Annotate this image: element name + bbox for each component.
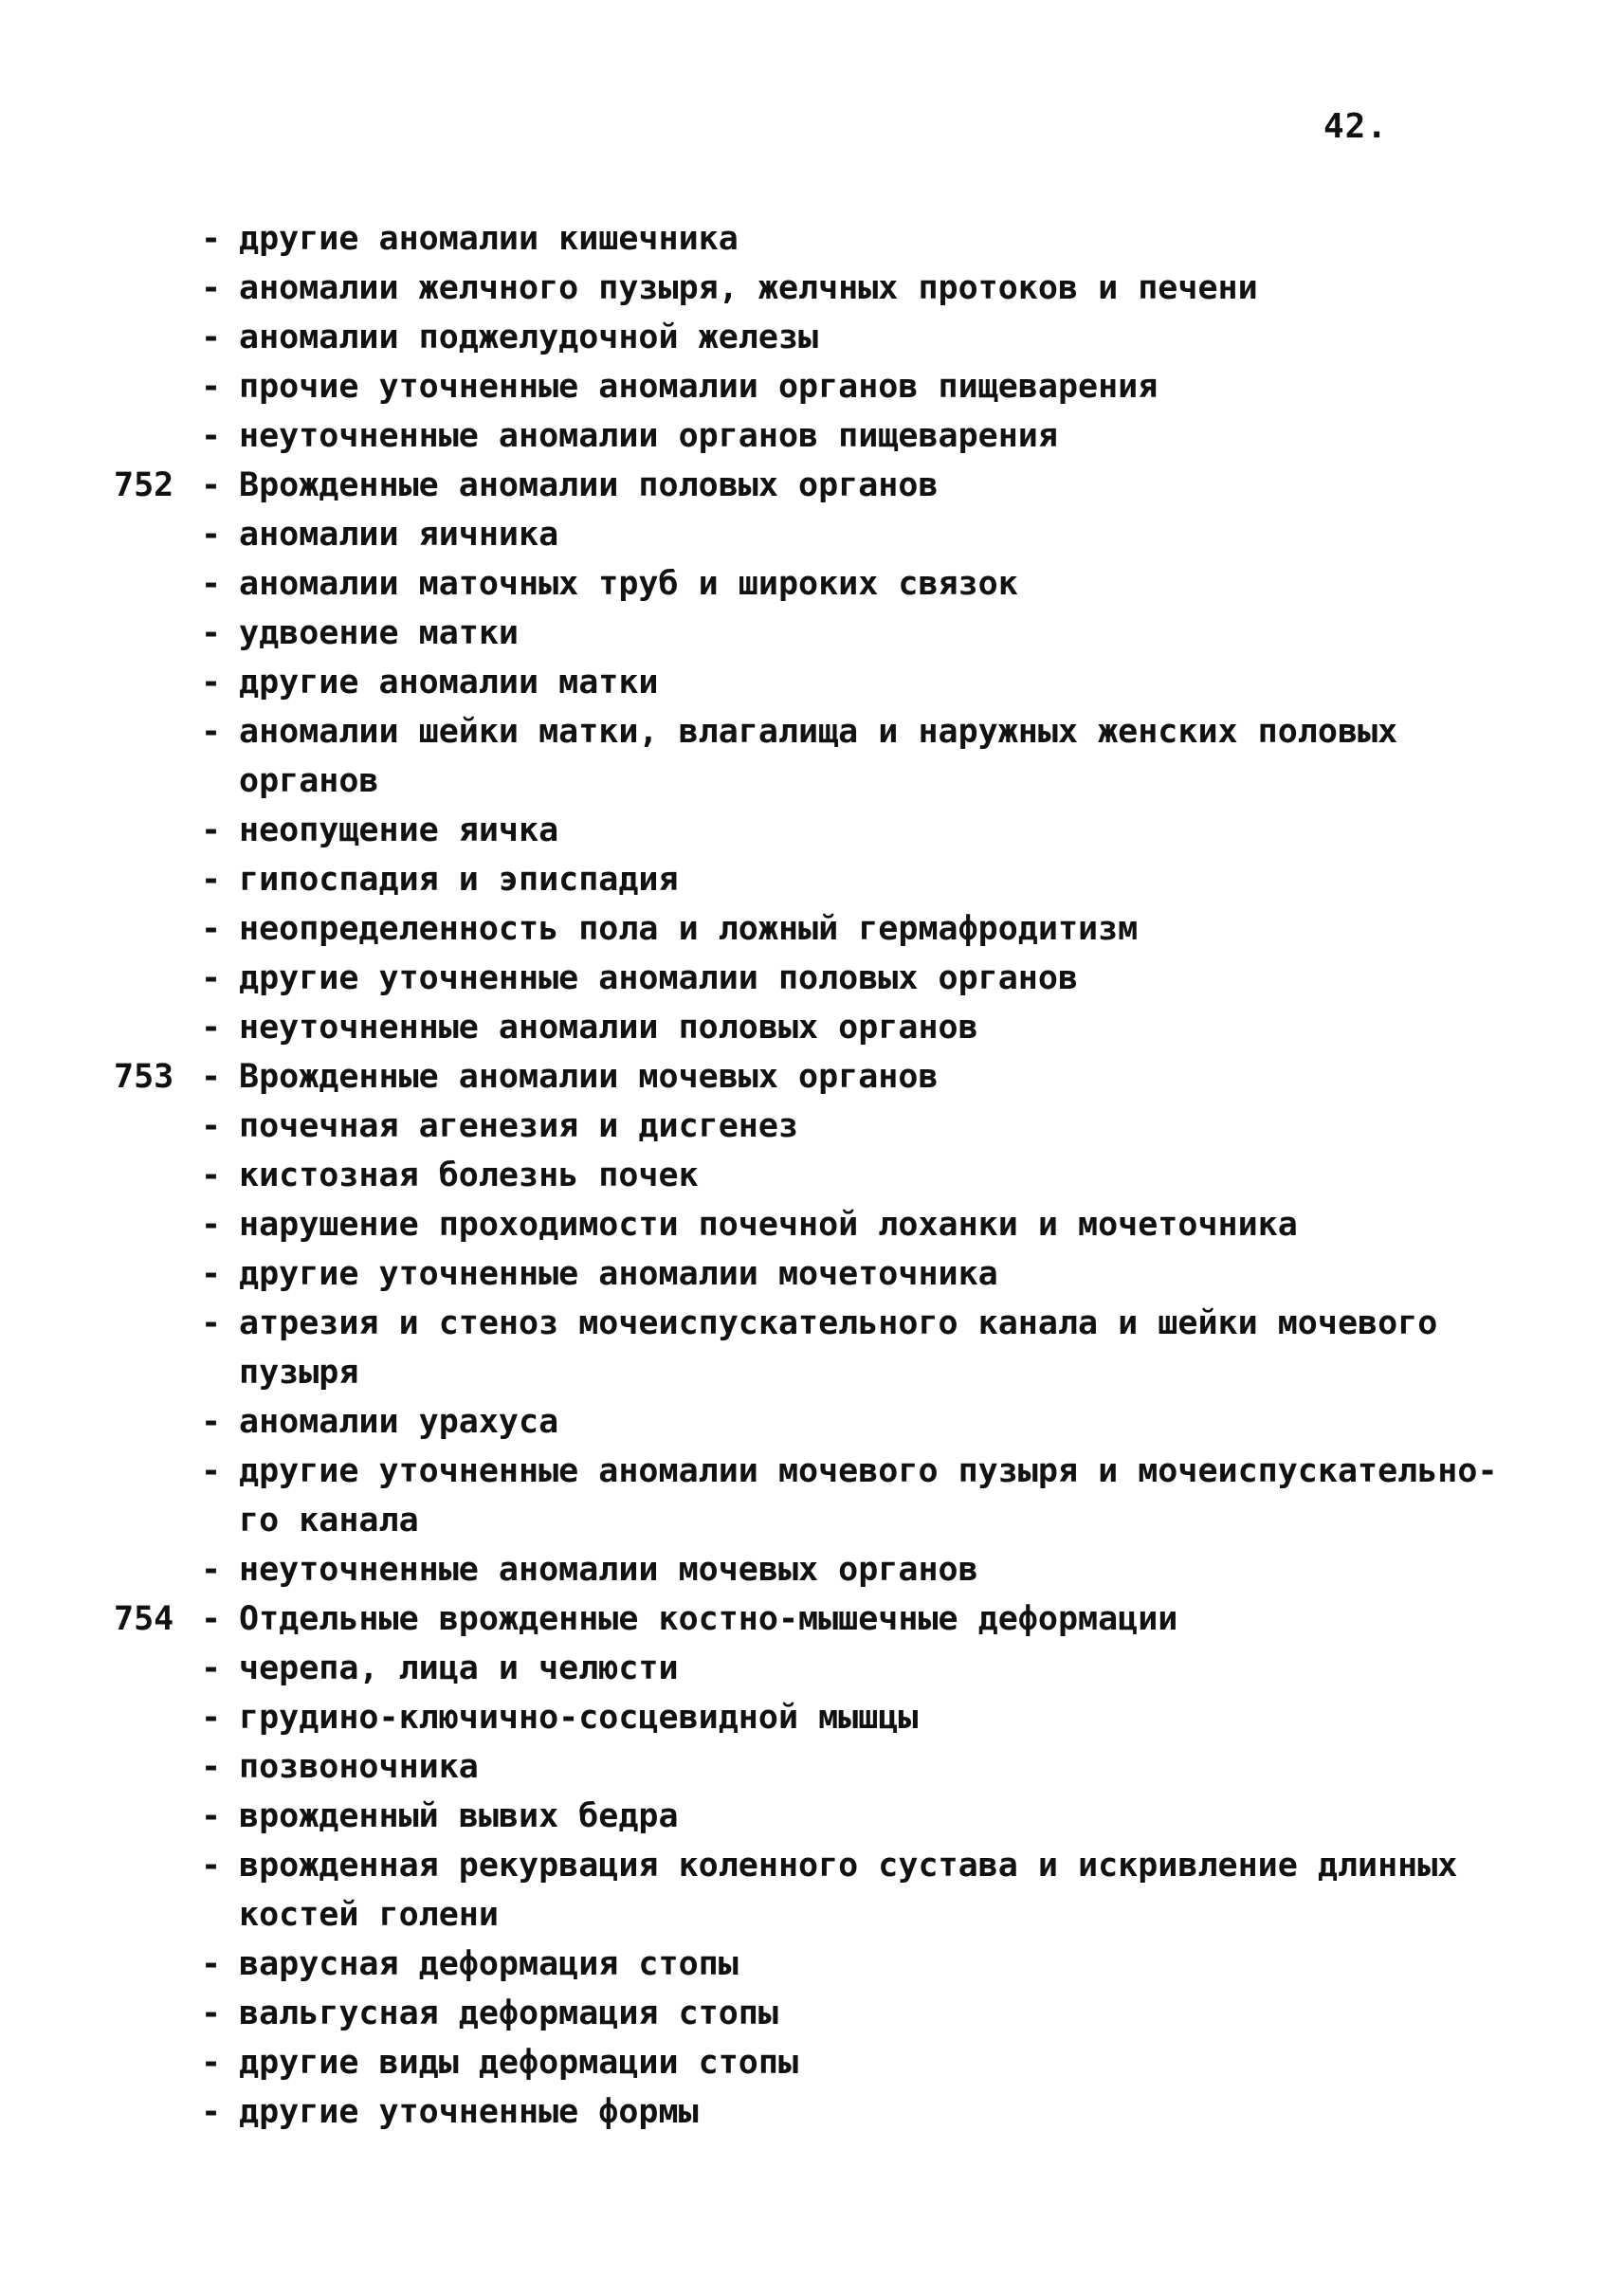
- list-item: [0, 658, 1624, 707]
- list-item-text: нарушение проходимости почечной лоханки и мочеточника: [239, 1206, 1298, 1244]
- list-item-text: грудино-ключично-сосцевидной мышцы: [239, 1699, 919, 1737]
- list-dash: -: [201, 220, 222, 258]
- list-item: [0, 1940, 1624, 1989]
- list-item: [0, 1249, 1624, 1299]
- list-dash: -: [201, 811, 222, 849]
- list-item-text: атрезия и стеноз мочеиспускательного канала и шейки мочевого: [239, 1304, 1438, 1342]
- list-item: [0, 954, 1624, 1003]
- list-item-text: Врожденные аномалии мочевых органов: [239, 1058, 939, 1096]
- list-item: [0, 1841, 1624, 1890]
- list-item: [0, 313, 1624, 362]
- list-item-text: другие аномалии матки: [239, 664, 659, 701]
- list-item-text: позвоночника: [239, 1748, 479, 1786]
- list-dash: -: [201, 2044, 222, 2082]
- list-item: [0, 2038, 1624, 2087]
- page-number: 42.: [1323, 107, 1389, 146]
- list-dash: -: [201, 1847, 222, 1885]
- list-item-text: почечная агенезия и дисгенез: [239, 1107, 799, 1145]
- list-dash: -: [201, 1206, 222, 1244]
- list-item-text: Отдельные врожденные костно-мышечные деформации: [239, 1600, 1178, 1638]
- list-item-text: костей голени: [239, 1896, 499, 1934]
- list-dash: -: [201, 417, 222, 455]
- list-dash: -: [201, 1157, 222, 1194]
- section-code: 752: [114, 466, 174, 504]
- list-item: [0, 1742, 1624, 1792]
- list-item: [0, 1447, 1624, 1496]
- list-item-text: аномалии шейки матки, влагалища и наружных женских половых: [239, 713, 1398, 751]
- section-heading-row: [0, 1052, 1624, 1102]
- list-item: [0, 411, 1624, 461]
- list-dash: -: [201, 1058, 222, 1096]
- list-item-text: аномалии желчного пузыря, желчных протоков и печени: [239, 269, 1258, 307]
- list-item: [0, 1151, 1624, 1200]
- section-heading-row: [0, 1594, 1624, 1644]
- list-item: [0, 1397, 1624, 1447]
- list-item-continuation: [0, 1496, 1624, 1545]
- list-item-text: врожденная рекурвация коленного сустава и искривление длинных: [239, 1847, 1458, 1885]
- list-dash: -: [201, 1403, 222, 1441]
- list-dash: -: [201, 2093, 222, 2131]
- list-dash: -: [201, 368, 222, 406]
- list-item: [0, 510, 1624, 559]
- list-item: [0, 1200, 1624, 1249]
- list-dash: -: [201, 1649, 222, 1687]
- list-item: [0, 707, 1624, 756]
- list-dash: -: [201, 1009, 222, 1047]
- list-item: [0, 264, 1624, 313]
- list-dash: -: [201, 565, 222, 603]
- list-dash: -: [201, 269, 222, 307]
- list-item-text: другие уточненные аномалии мочеточника: [239, 1255, 998, 1293]
- list-item-text: неопределенность пола и ложный гермафродитизм: [239, 910, 1139, 948]
- list-dash: -: [201, 1945, 222, 1983]
- classification-list: [0, 214, 1624, 2137]
- list-item-text: другие уточненные формы: [239, 2093, 699, 2131]
- list-item: [0, 1644, 1624, 1693]
- list-dash: -: [201, 959, 222, 997]
- list-dash: -: [201, 664, 222, 701]
- list-dash: -: [201, 1797, 222, 1835]
- list-item-continuation: [0, 756, 1624, 806]
- list-dash: -: [201, 1994, 222, 2032]
- list-item: [0, 1003, 1624, 1052]
- list-item-text: варусная деформация стопы: [239, 1945, 739, 1983]
- list-item: [0, 904, 1624, 954]
- section-heading-row: [0, 461, 1624, 510]
- list-item-text: другие уточненные аномалии мочевого пузыря и мочеиспускательно-: [239, 1452, 1498, 1490]
- list-item-text: аномалии яичника: [239, 516, 559, 554]
- list-dash: -: [201, 1452, 222, 1490]
- list-dash: -: [201, 319, 222, 356]
- list-dash: -: [201, 1699, 222, 1737]
- list-dash: -: [201, 1255, 222, 1293]
- list-item: [0, 1545, 1624, 1594]
- list-item-text: аномалии поджелудочной железы: [239, 319, 819, 356]
- list-item-text: неуточненные аномалии органов пищеварения: [239, 417, 1058, 455]
- list-item-text: гипоспадия и эписпадия: [239, 861, 679, 899]
- list-item-text: кистозная болезнь почек: [239, 1157, 699, 1194]
- list-item-text: прочие уточненные аномалии органов пищеварения: [239, 368, 1159, 406]
- list-item: [0, 2087, 1624, 2137]
- list-dash: -: [201, 1304, 222, 1342]
- list-dash: -: [201, 466, 222, 504]
- list-item-text: неопущение яичка: [239, 811, 559, 849]
- list-item: [0, 362, 1624, 411]
- list-item-text: черепа, лица и челюсти: [239, 1649, 679, 1687]
- list-item: [0, 806, 1624, 855]
- list-item-text: врожденный вывих бедра: [239, 1797, 679, 1835]
- list-item: [0, 559, 1624, 609]
- list-dash: -: [201, 713, 222, 751]
- list-item-continuation: [0, 1890, 1624, 1940]
- section-code: 754: [114, 1600, 174, 1638]
- list-item: [0, 855, 1624, 904]
- section-code: 753: [114, 1058, 174, 1096]
- list-item-text: другие аномалии кишечника: [239, 220, 739, 258]
- list-item-text: другие уточненные аномалии половых органов: [239, 959, 1079, 997]
- list-dash: -: [201, 1600, 222, 1638]
- list-dash: -: [201, 910, 222, 948]
- list-item-text: удвоение матки: [239, 614, 520, 652]
- list-dash: -: [201, 516, 222, 554]
- list-item-text: другие виды деформации стопы: [239, 2044, 799, 2082]
- list-dash: -: [201, 614, 222, 652]
- list-item-text: аномалии маточных труб и широких связок: [239, 565, 1018, 603]
- list-dash: -: [201, 861, 222, 899]
- list-item: [0, 1792, 1624, 1841]
- list-item: [0, 1989, 1624, 2038]
- list-item: [0, 1693, 1624, 1742]
- list-item-text: го канала: [239, 1502, 419, 1539]
- list-item-continuation: [0, 1348, 1624, 1397]
- list-item-text: неуточненные аномалии мочевых органов: [239, 1551, 978, 1589]
- list-item: [0, 1299, 1624, 1348]
- list-item-text: неуточненные аномалии половых органов: [239, 1009, 978, 1047]
- list-item-text: Врожденные аномалии половых органов: [239, 466, 939, 504]
- list-item: [0, 609, 1624, 658]
- list-dash: -: [201, 1551, 222, 1589]
- list-item: [0, 214, 1624, 264]
- list-item-text: аномалии урахуса: [239, 1403, 559, 1441]
- list-dash: -: [201, 1748, 222, 1786]
- list-item: [0, 1102, 1624, 1151]
- list-item-text: органов: [239, 762, 379, 800]
- list-item-text: пузыря: [239, 1354, 359, 1392]
- list-item-text: вальгусная деформация стопы: [239, 1994, 778, 2032]
- list-dash: -: [201, 1107, 222, 1145]
